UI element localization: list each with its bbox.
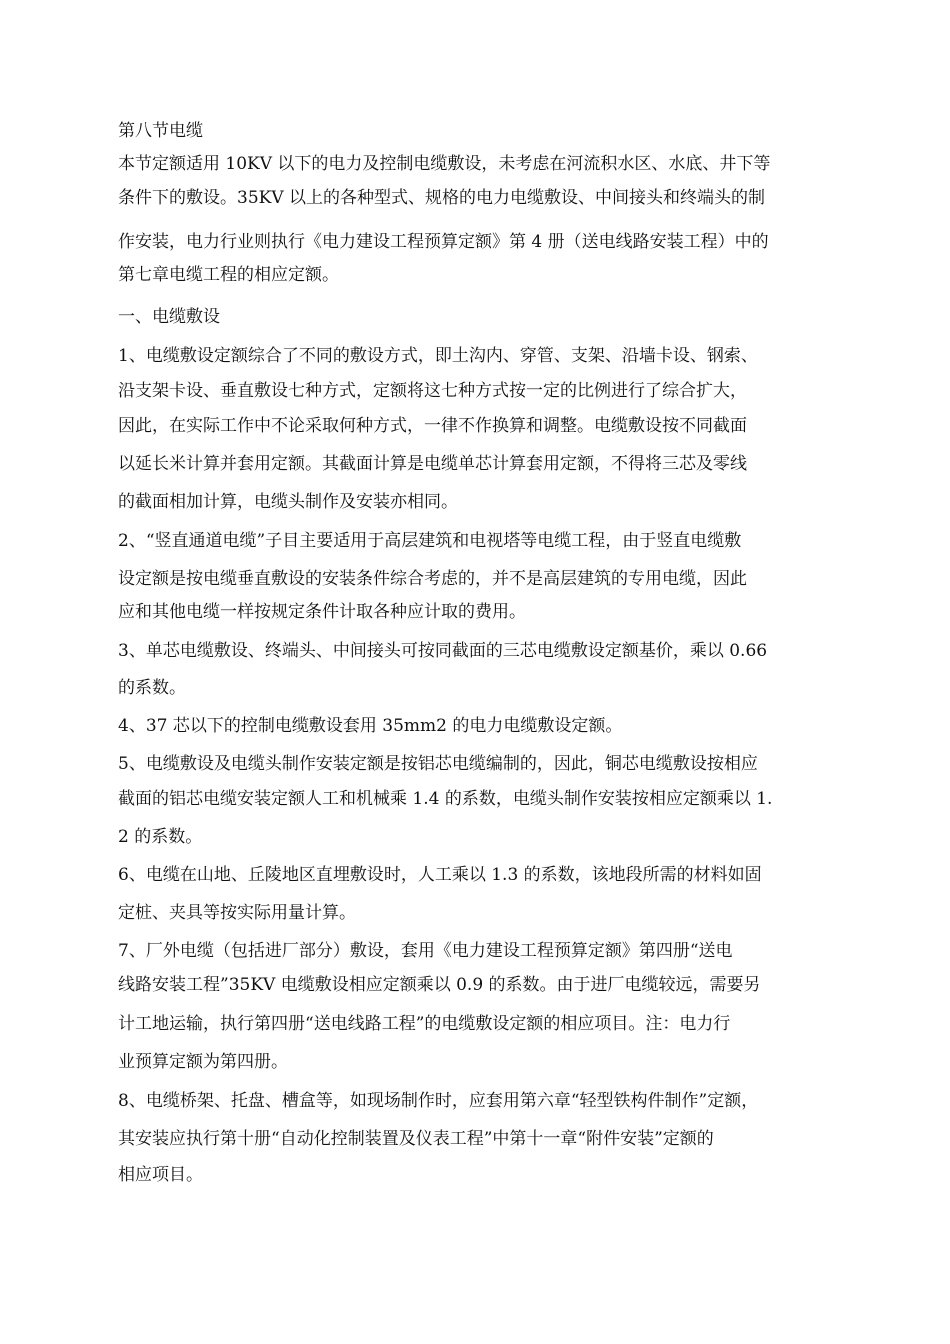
text-line: 截面的铝芯电缆安装定额人工和机械乘 1.4 的系数，电缆头制作安装按相应定额乘以 1. xyxy=(118,789,773,809)
text-line: 的系数。 xyxy=(118,678,186,698)
subsection-title: 一、电缆敷设 xyxy=(118,307,220,327)
section-title: 第八节电缆 xyxy=(118,121,203,141)
text-line: 本节定额适用 10KV 以下的电力及控制电缆敷设，未考虑在河流积水区、水底、井下等 xyxy=(118,154,771,174)
text-line: 作安装，电力行业则执行《电力建设工程预算定额》第 4 册（送电线路安装工程）中的 xyxy=(118,232,769,252)
text-line: 以延长米计算并套用定额。其截面计算是电缆单芯计算套用定额，不得将三芯及零线 xyxy=(118,454,747,474)
text-line: 的截面相加计算，电缆头制作及安装亦相同。 xyxy=(118,492,458,512)
text-line: 相应项目。 xyxy=(118,1165,203,1185)
text-line: 3、单芯电缆敷设、终端头、中间接头可按同截面的三芯电缆敷设定额基价，乘以 0.66 xyxy=(118,641,768,661)
text-line: 4、37 芯以下的控制电缆敷设套用 35mm2 的电力电缆敷设定额。 xyxy=(118,716,623,736)
text-line: 8、电缆桥架、托盘、槽盒等，如现场制作时，应套用第六章“轻型铁构件制作”定额， xyxy=(118,1091,759,1111)
text-line: 7、厂外电缆（包括进厂部分）敷设，套用《电力建设工程预算定额》第四册“送电 xyxy=(118,941,733,961)
text-line: 2 的系数。 xyxy=(118,827,203,847)
text-line: 其安装应执行第十册“自动化控制装置及仪表工程”中第十一章“附件安装”定额的 xyxy=(118,1129,714,1149)
text-line: 沿支架卡设、垂直敷设七种方式，定额将这七种方式按一定的比例进行了综合扩大， xyxy=(118,381,747,401)
text-line: 因此，在实际工作中不论采取何种方式，一律不作换算和调整。电缆敷设按不同截面 xyxy=(118,416,747,436)
text-line: 设定额是按电缆垂直敷设的安装条件综合考虑的，并不是高层建筑的专用电缆，因此 xyxy=(118,569,747,589)
text-line: 条件下的敷设。35KV 以上的各种型式、规格的电力电缆敷设、中间接头和终端头的制 xyxy=(118,188,766,208)
text-line: 线路安装工程”35KV 电缆敷设相应定额乘以 0.9 的系数。由于进厂电缆较远，需要另 xyxy=(118,975,761,995)
text-line: 5、电缆敷设及电缆头制作安装定额是按铝芯电缆编制的，因此，铜芯电缆敷设按相应 xyxy=(118,754,758,774)
text-line: 第七章电缆工程的相应定额。 xyxy=(118,265,339,285)
text-line: 定桩、夹具等按实际用量计算。 xyxy=(118,903,356,923)
text-line: 2、“竖直通道电缆”子目主要适用于高层建筑和电视塔等电缆工程，由于竖直电缆敷 xyxy=(118,531,742,551)
text-line: 计工地运输，执行第四册“送电线路工程”的电缆敷设定额的相应项目。注：电力行 xyxy=(118,1014,731,1034)
text-line: 6、电缆在山地、丘陵地区直埋敷设时，人工乘以 1.3 的系数，该地段所需的材料如固 xyxy=(118,865,762,885)
text-line: 业预算定额为第四册。 xyxy=(118,1052,288,1072)
text-line: 应和其他电缆一样按规定条件计取各种应计取的费用。 xyxy=(118,602,526,622)
text-line: 1、电缆敷设定额综合了不同的敷设方式，即土沟内、穿管、支架、沿墙卡设、钢索、 xyxy=(118,346,758,366)
